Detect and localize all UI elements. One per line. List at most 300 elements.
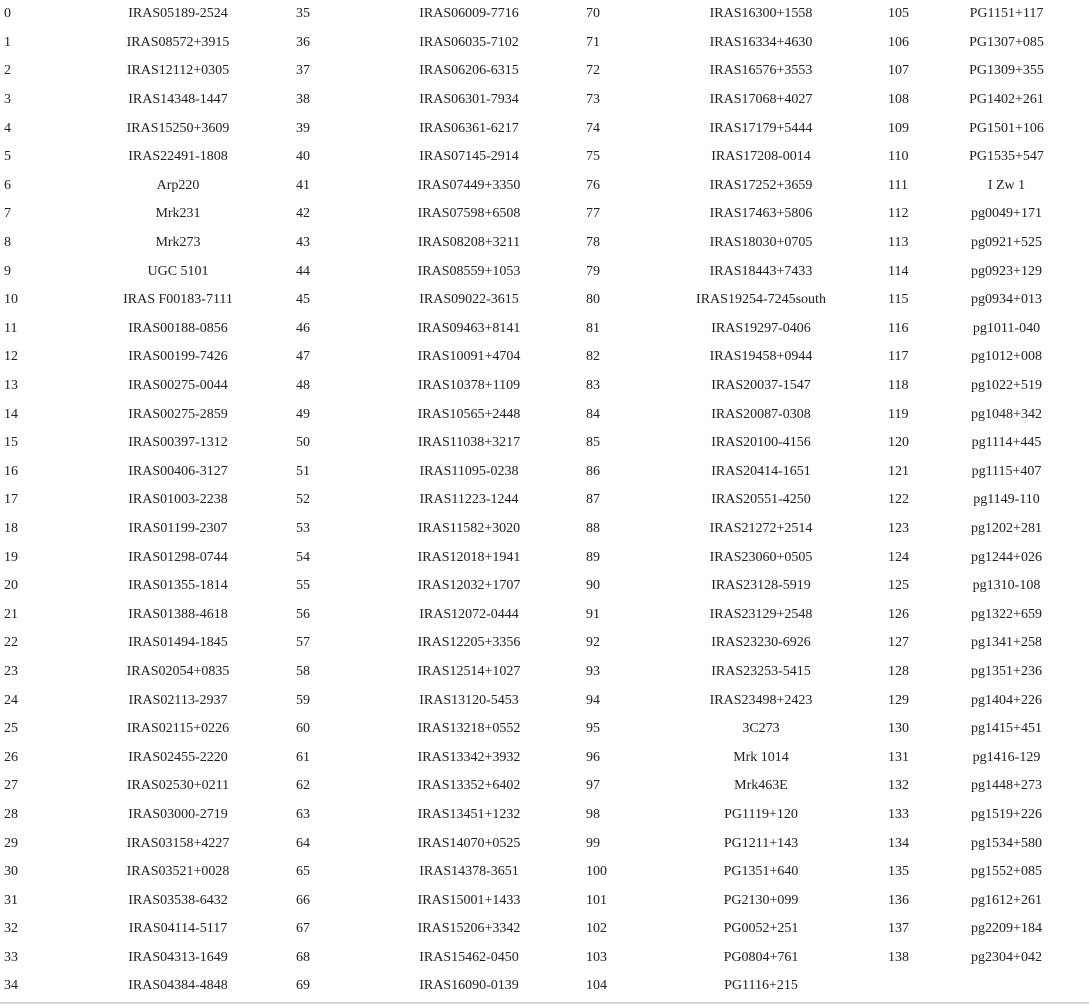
object-index-cell: 134 (888, 835, 909, 851)
object-index-cell: 81 (586, 320, 600, 336)
object-index-cell: 106 (888, 34, 909, 50)
object-name-cell: IRAS19254-7245south (696, 292, 826, 308)
object-name-cell: IRAS15250+3609 (126, 120, 230, 136)
object-name-cell: IRAS02455-2220 (128, 749, 228, 765)
object-index-cell: 103 (586, 949, 607, 965)
object-index-cell: 76 (586, 177, 600, 193)
object-index-cell: 123 (888, 520, 909, 536)
object-name-cell: IRAS13352+6402 (417, 778, 521, 794)
object-index-cell: 112 (888, 206, 909, 222)
table-row (0, 343, 1089, 372)
object-name-cell: IRAS15206+3342 (417, 921, 521, 937)
object-index-cell: 86 (586, 463, 600, 479)
table-bottom-rule (0, 1002, 1089, 1004)
object-index-cell: 69 (296, 978, 310, 994)
object-name-cell: IRAS14378-3651 (419, 864, 519, 880)
object-index-cell: 38 (296, 92, 310, 108)
object-index-cell: 111 (888, 177, 908, 193)
object-name-cell: IRAS01298-0744 (128, 549, 228, 565)
object-name-cell: IRAS08572+3915 (126, 34, 230, 50)
object-index-cell: 119 (888, 406, 909, 422)
object-name-cell: Mrk 1014 (733, 749, 789, 765)
object-index-cell: 50 (296, 435, 310, 451)
table-row (0, 143, 1089, 172)
object-name-cell: PG2130+099 (723, 892, 799, 908)
table-row (0, 458, 1089, 487)
object-name-cell: PG1309+355 (969, 63, 1044, 79)
object-index-cell: 20 (4, 578, 18, 594)
object-name-cell: IRAS12112+0305 (126, 63, 230, 79)
object-index-cell: 126 (888, 606, 909, 622)
object-name-cell: IRAS22491-1808 (128, 149, 228, 165)
object-name-cell: IRAS17463+5806 (709, 206, 813, 222)
object-name-cell: IRAS08559+1053 (417, 263, 521, 279)
object-name-cell: IRAS12032+1707 (417, 578, 521, 594)
object-name-cell: pg1612+261 (971, 892, 1042, 908)
object-name-cell: pg1534+580 (971, 835, 1042, 851)
object-index-cell: 3 (4, 92, 11, 108)
table-row (0, 658, 1089, 687)
object-name-cell: IRAS00406-3127 (128, 463, 228, 479)
object-index-cell: 36 (296, 34, 310, 50)
object-index-cell: 22 (4, 635, 18, 651)
object-name-cell: IRAS04313-1649 (128, 949, 228, 965)
object-name-cell: pg1022+519 (971, 378, 1042, 394)
object-index-cell: 31 (4, 892, 18, 908)
object-name-cell: IRAS16090-0139 (419, 978, 519, 994)
object-index-cell: 12 (4, 349, 18, 365)
object-name-cell: IRAS01199-2307 (128, 520, 228, 536)
table-row (0, 600, 1089, 629)
table-row (0, 829, 1089, 858)
object-index-cell: 98 (586, 806, 600, 822)
object-name-cell: IRAS17208-0014 (711, 149, 811, 165)
object-index-cell: 26 (4, 749, 18, 765)
object-name-cell: pg1012+008 (971, 349, 1042, 365)
object-name-cell: PG1535+547 (969, 149, 1044, 165)
object-index-cell: 7 (4, 206, 11, 222)
object-index-cell: 137 (888, 921, 909, 937)
object-index-cell: 136 (888, 892, 909, 908)
object-name-cell: IRAS20037-1547 (711, 378, 811, 394)
object-index-cell: 95 (586, 721, 600, 737)
object-index-cell: 57 (296, 635, 310, 651)
object-index-cell: 124 (888, 549, 909, 565)
object-index-cell: 59 (296, 692, 310, 708)
object-index-cell: 14 (4, 406, 18, 422)
object-index-cell: 101 (586, 892, 607, 908)
object-name-cell (924, 972, 1089, 1001)
object-name-cell: IRAS08208+3211 (417, 235, 521, 251)
table-row (0, 543, 1089, 572)
table-row (0, 400, 1089, 429)
object-index-cell: 49 (296, 406, 310, 422)
object-index-cell: 28 (4, 806, 18, 822)
object-index-cell: 68 (296, 949, 310, 965)
object-index-cell: 1 (4, 34, 11, 50)
object-index-cell: 77 (586, 206, 600, 222)
object-name-cell: IRAS03000-2719 (128, 806, 228, 822)
object-name-cell: IRAS10091+4704 (417, 349, 521, 365)
object-name-cell: IRAS12072-0444 (419, 606, 519, 622)
table-row (0, 686, 1089, 715)
object-name-cell: I Zw 1 (987, 177, 1026, 193)
object-index-cell: 127 (888, 635, 909, 651)
object-name-cell: pg1448+273 (971, 778, 1042, 794)
object-index-cell: 91 (586, 606, 600, 622)
object-index-cell: 107 (888, 63, 909, 79)
object-index-cell: 53 (296, 520, 310, 536)
object-index-cell: 46 (296, 320, 310, 336)
object-name-cell: IRAS05189-2524 (128, 6, 228, 22)
table-row (0, 629, 1089, 658)
object-name-cell: IRAS07449+3350 (417, 177, 521, 193)
object-index-cell: 105 (888, 6, 909, 22)
table-row (0, 572, 1089, 601)
object-name-cell: PG1351+640 (723, 864, 799, 880)
object-name-cell: IRAS02530+0211 (126, 778, 230, 794)
table-row (0, 315, 1089, 344)
object-index-cell: 104 (586, 978, 607, 994)
object-name-cell: IRAS01494-1845 (128, 635, 228, 651)
object-name-cell: IRAS12205+3356 (417, 635, 521, 651)
object-name-cell: IRAS12018+1941 (417, 549, 521, 565)
object-name-cell: pg1149-110 (973, 492, 1040, 508)
object-index-cell: 67 (296, 921, 310, 937)
object-name-cell: 3C273 (742, 721, 780, 737)
object-name-cell: IRAS11582+3020 (417, 520, 521, 536)
object-index-cell: 16 (4, 463, 18, 479)
table-row (0, 801, 1089, 830)
object-index-cell: 99 (586, 835, 600, 851)
object-name-cell: pg1415+451 (971, 721, 1042, 737)
object-name-cell: IRAS15462-0450 (419, 949, 519, 965)
object-name-cell: pg1341+258 (971, 635, 1042, 651)
object-index-cell: 108 (888, 92, 909, 108)
object-index-cell: 35 (296, 6, 310, 22)
object-name-cell: IRAS00199-7426 (128, 349, 228, 365)
object-name-cell: PG1119+120 (724, 806, 798, 822)
object-index-cell: 75 (586, 149, 600, 165)
object-name-cell: IRAS03158+4227 (126, 835, 230, 851)
object-name-cell: IRAS07598+6508 (417, 206, 521, 222)
object-name-cell: pg1048+342 (971, 406, 1042, 422)
object-name-cell: IRAS23129+2548 (709, 606, 813, 622)
object-name-cell: IRAS18030+0705 (709, 235, 813, 251)
object-name-cell: pg1202+281 (971, 520, 1042, 536)
table-row (0, 886, 1089, 915)
object-index-cell: 89 (586, 549, 600, 565)
table-row (0, 486, 1089, 515)
table-row (0, 858, 1089, 887)
object-name-cell: IRAS17179+5444 (709, 120, 813, 136)
table-row (0, 429, 1089, 458)
object-name-cell: Mrk231 (155, 206, 201, 222)
object-index-cell: 62 (296, 778, 310, 794)
object-name-cell: IRAS23498+2423 (709, 692, 813, 708)
object-name-cell: UGC 5101 (147, 263, 209, 279)
object-index-cell: 88 (586, 520, 600, 536)
table-row (0, 515, 1089, 544)
table-row (0, 0, 1089, 29)
table-row (0, 972, 1089, 1001)
object-index-cell: 24 (4, 692, 18, 708)
table-row (0, 29, 1089, 58)
object-name-cell: IRAS13451+1232 (417, 806, 521, 822)
object-name-cell: IRAS14348-1447 (128, 92, 228, 108)
object-index-cell: 56 (296, 606, 310, 622)
object-index-cell: 70 (586, 6, 600, 22)
object-index-cell: 93 (586, 663, 600, 679)
object-name-cell: pg1244+026 (971, 549, 1042, 565)
table-row (0, 372, 1089, 401)
object-name-cell: IRAS04114-5117 (128, 921, 228, 937)
object-name-cell: IRAS03538-6432 (128, 892, 228, 908)
object-index-cell: 130 (888, 721, 909, 737)
object-name-cell: Mrk273 (155, 235, 201, 251)
object-index-cell: 78 (586, 235, 600, 251)
object-name-cell: pg1322+659 (971, 606, 1042, 622)
object-index-cell: 8 (4, 235, 11, 251)
object-index-cell: 71 (586, 34, 600, 50)
object-index-cell: 27 (4, 778, 18, 794)
object-name-cell: IRAS04384-4848 (128, 978, 228, 994)
object-index-cell: 54 (296, 549, 310, 565)
object-index-cell: 84 (586, 406, 600, 422)
object-name-cell: IRAS17068+4027 (709, 92, 813, 108)
object-name-cell: IRAS16300+1558 (709, 6, 813, 22)
object-name-cell: pg1552+085 (971, 864, 1042, 880)
object-name-cell: pg1310-108 (972, 578, 1041, 594)
object-name-cell: IRAS02113-2937 (128, 692, 228, 708)
object-index-cell: 47 (296, 349, 310, 365)
object-index-cell: 64 (296, 835, 310, 851)
object-name-cell: IRAS17252+3659 (709, 177, 813, 193)
table-row (0, 172, 1089, 201)
table-row (0, 715, 1089, 744)
object-index-cell: 117 (888, 349, 909, 365)
object-index-cell: 34 (4, 978, 18, 994)
object-name-cell: IRAS23253-5415 (711, 663, 811, 679)
object-name-cell: pg2304+042 (971, 949, 1042, 965)
object-index-cell: 48 (296, 378, 310, 394)
object-name-cell: IRAS01388-4618 (128, 606, 228, 622)
object-name-cell: IRAS06301-7934 (419, 92, 519, 108)
object-index-cell: 2 (4, 63, 11, 79)
object-index-cell: 39 (296, 120, 310, 136)
object-index-cell: 52 (296, 492, 310, 508)
object-index-cell: 129 (888, 692, 909, 708)
object-name-cell: IRAS15001+1433 (417, 892, 521, 908)
object-name-cell: pg1114+445 (971, 435, 1042, 451)
object-index-cell: 131 (888, 749, 909, 765)
object-index-cell: 0 (4, 6, 11, 22)
object-name-cell: Arp220 (156, 177, 200, 193)
object-name-cell: pg0923+129 (971, 263, 1042, 279)
object-name-cell: IRAS03521+0028 (126, 864, 230, 880)
object-index-cell: 121 (888, 463, 909, 479)
object-index-cell: 19 (4, 549, 18, 565)
object-name-cell: IRAS20414-1651 (711, 463, 811, 479)
table-row (0, 286, 1089, 315)
object-index-cell: 41 (296, 177, 310, 193)
object-name-cell: IRAS12514+1027 (417, 663, 521, 679)
object-index-cell: 109 (888, 120, 909, 136)
object-index-cell: 73 (586, 92, 600, 108)
table-row (0, 229, 1089, 258)
object-index-cell: 118 (888, 378, 909, 394)
object-name-cell: IRAS09022-3615 (419, 292, 519, 308)
object-name-cell: pg1404+226 (971, 692, 1042, 708)
object-name-cell: IRAS11095-0238 (419, 463, 519, 479)
object-name-cell: PG1151+117 (969, 6, 1044, 22)
object-name-cell: IRAS00188-0856 (128, 320, 228, 336)
object-index-cell: 85 (586, 435, 600, 451)
object-name-cell: IRAS11223-1244 (419, 492, 519, 508)
object-index-cell: 17 (4, 492, 18, 508)
object-index-cell: 65 (296, 864, 310, 880)
object-name-cell: IRAS10378+1109 (417, 378, 521, 394)
table-row (0, 915, 1089, 944)
object-index-cell: 6 (4, 177, 11, 193)
object-index-cell: 102 (586, 921, 607, 937)
object-name-cell: IRAS23230-6926 (711, 635, 811, 651)
object-index-cell: 5 (4, 149, 11, 165)
object-name-cell: IRAS00397-1312 (128, 435, 228, 451)
object-name-cell: pg0921+525 (971, 235, 1042, 251)
object-index-cell: 29 (4, 835, 18, 851)
object-index-cell: 40 (296, 149, 310, 165)
object-index-cell: 33 (4, 949, 18, 965)
object-index-cell: 135 (888, 864, 909, 880)
object-name-cell: IRAS06035-7102 (419, 34, 519, 50)
object-name-cell: IRAS01355-1814 (128, 578, 228, 594)
object-name-cell: IRAS02054+0835 (126, 663, 230, 679)
object-name-cell: IRAS09463+8141 (417, 320, 521, 336)
object-index-cell: 66 (296, 892, 310, 908)
object-index-cell: 87 (586, 492, 600, 508)
table-row (0, 944, 1089, 973)
object-name-cell: PG1402+261 (969, 92, 1044, 108)
object-index-cell: 100 (586, 864, 607, 880)
object-name-cell: pg1011-040 (972, 320, 1041, 336)
table-row (0, 200, 1089, 229)
object-index-cell: 114 (888, 263, 909, 279)
object-name-cell: IRAS20551-4250 (711, 492, 811, 508)
object-index-cell: 44 (296, 263, 310, 279)
object-index-cell: 128 (888, 663, 909, 679)
object-index-cell: 94 (586, 692, 600, 708)
object-index-cell: 79 (586, 263, 600, 279)
table-row (0, 86, 1089, 115)
object-name-cell: IRAS20087-0308 (711, 406, 811, 422)
object-name-cell: PG1211+143 (723, 835, 799, 851)
object-name-cell: IRAS23060+0505 (709, 549, 813, 565)
object-name-cell: pg0049+171 (971, 206, 1042, 222)
object-name-cell: IRAS19458+0944 (709, 349, 813, 365)
object-index-cell: 113 (888, 235, 909, 251)
object-index-cell: 61 (296, 749, 310, 765)
object-index-cell: 9 (4, 263, 11, 279)
object-index-cell: 4 (4, 120, 11, 136)
object-name-cell: pg0934+013 (971, 292, 1042, 308)
object-index-cell: 120 (888, 435, 909, 451)
object-name-cell: IRAS00275-2859 (128, 406, 228, 422)
object-index-cell: 25 (4, 721, 18, 737)
object-index-cell: 115 (888, 292, 909, 308)
object-name-cell: IRAS13218+0552 (417, 721, 521, 737)
object-name-cell: IRAS F00183-7111 (123, 292, 233, 308)
object-index-cell: 18 (4, 520, 18, 536)
object-name-cell: pg1519+226 (971, 806, 1042, 822)
object-name-cell: IRAS06206-6315 (419, 63, 519, 79)
object-index-cell: 92 (586, 635, 600, 651)
object-index-cell: 32 (4, 921, 18, 937)
object-name-cell: PG1501+106 (969, 120, 1044, 136)
object-index-cell: 15 (4, 435, 18, 451)
object-index-cell: 37 (296, 63, 310, 79)
object-index-cell: 55 (296, 578, 310, 594)
object-name-cell: IRAS02115+0226 (126, 721, 230, 737)
object-name-cell: IRAS11038+3217 (417, 435, 521, 451)
object-index-cell: 74 (586, 120, 600, 136)
object-index-cell: 42 (296, 206, 310, 222)
object-name-cell: IRAS21272+2514 (709, 520, 813, 536)
object-name-cell: IRAS07145-2914 (419, 149, 519, 165)
object-index-cell: 82 (586, 349, 600, 365)
object-index-cell: 63 (296, 806, 310, 822)
object-index-cell: 10 (4, 292, 18, 308)
object-index-cell: 96 (586, 749, 600, 765)
object-name-cell: IRAS06361-6217 (419, 120, 519, 136)
object-index-cell: 13 (4, 378, 18, 394)
object-index-cell (884, 972, 924, 1001)
object-index-cell: 80 (586, 292, 600, 308)
object-index-cell: 72 (586, 63, 600, 79)
object-name-cell: IRAS13342+3932 (417, 749, 521, 765)
object-name-cell: PG1116+215 (724, 978, 798, 994)
object-name-cell: IRAS18443+7433 (709, 263, 813, 279)
object-index-cell: 58 (296, 663, 310, 679)
object-name-cell: pg1115+407 (971, 463, 1042, 479)
object-index-cell: 110 (888, 149, 909, 165)
object-name-cell: IRAS01003-2238 (128, 492, 228, 508)
object-name-cell: IRAS16334+4630 (709, 34, 813, 50)
object-index-cell: 83 (586, 378, 600, 394)
object-index-cell: 138 (888, 949, 909, 965)
table-row (0, 114, 1089, 143)
object-index-cell: 43 (296, 235, 310, 251)
object-name-cell: IRAS00275-0044 (128, 378, 228, 394)
object-name-cell: IRAS23128-5919 (711, 578, 811, 594)
object-name-cell: PG0804+761 (723, 949, 799, 965)
table-row (0, 257, 1089, 286)
object-index-cell: 23 (4, 663, 18, 679)
object-name-cell: IRAS06009-7716 (419, 6, 519, 22)
object-index-cell: 97 (586, 778, 600, 794)
object-name-cell: IRAS10565+2448 (417, 406, 521, 422)
object-name-cell: pg2209+184 (971, 921, 1042, 937)
object-name-cell: IRAS20100-4156 (711, 435, 811, 451)
object-index-cell: 30 (4, 864, 18, 880)
object-name-cell: PG1307+085 (969, 34, 1044, 50)
object-index-cell: 133 (888, 806, 909, 822)
object-index-cell: 21 (4, 606, 18, 622)
object-name-cell: IRAS13120-5453 (419, 692, 519, 708)
object-name-cell: IRAS19297-0406 (711, 320, 811, 336)
table-row (0, 772, 1089, 801)
object-index-cell: 116 (888, 320, 909, 336)
